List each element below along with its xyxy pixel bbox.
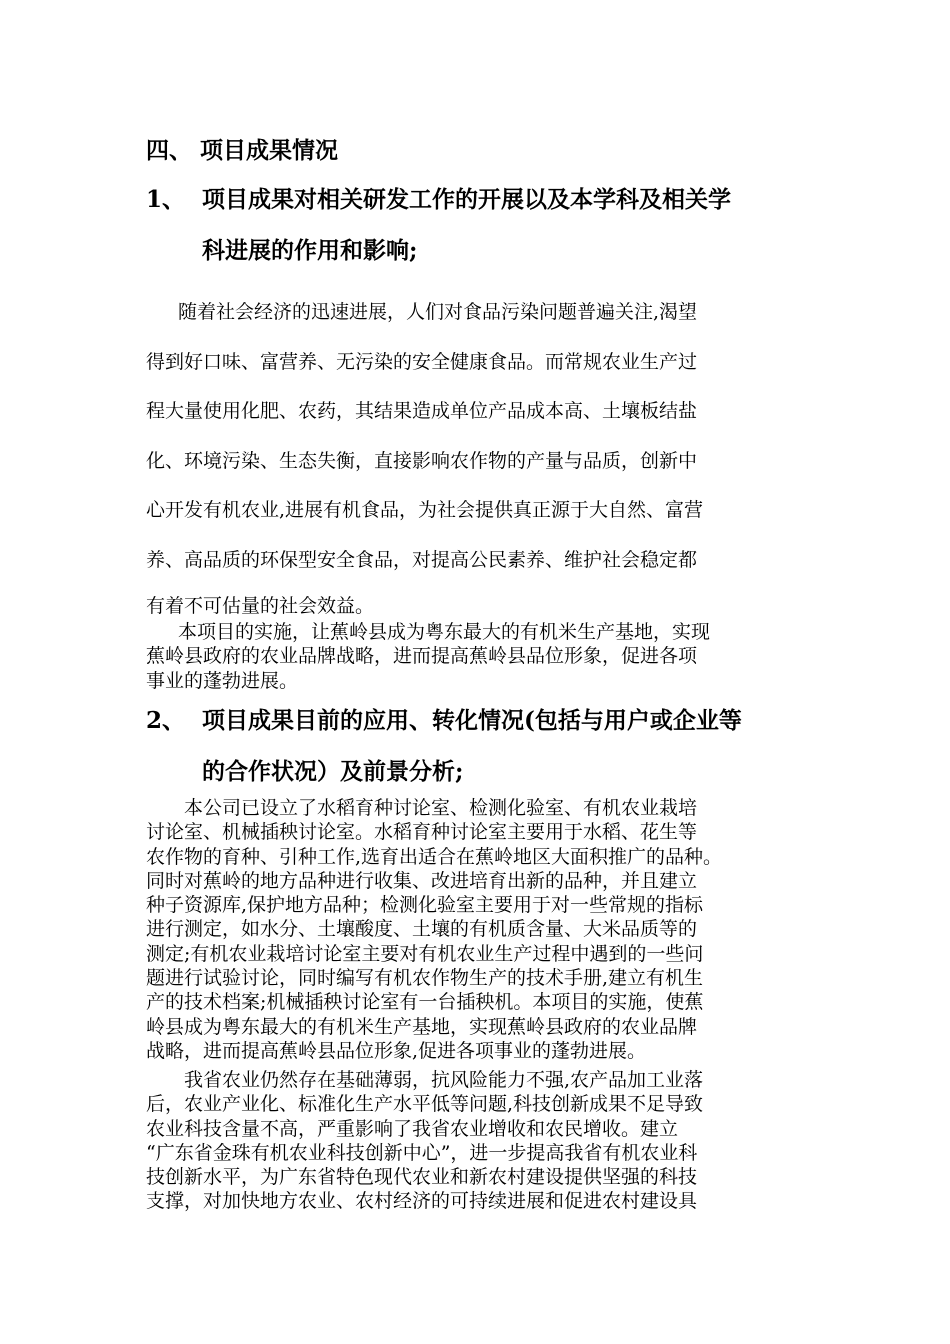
paragraph-1-last-line: 有着不可估量的社会效益。 [146,595,375,617]
subsection-1-title-line-1: 项目成果对相关研发工作的开展以及本学科及相关学 [202,186,731,213]
subsection-2-number: 2、 [146,707,186,734]
paragraph-4-line: 我省农业仍然存在基础薄弱，抗风险能力不强,农产品加工业落 [184,1069,704,1091]
paragraph-3-line: 进行测定，如水分、土壤酸度、土壤的有机质含量、大米品质等的 [146,918,698,941]
paragraph-2 [146,620,710,693]
paragraph-1-line: 程大量使用化肥、农药，其结果造成单位产品成本高、土壤板结盐 [146,400,698,422]
paragraph-3-line: 农作物的育种、引种工作,选育出适合在蕉岭地区大面积推广的品种。 [146,845,723,868]
paragraph-1-line: 养、高品质的环保型安全食品，对提高公民素养、维护社会稳定都 [146,548,698,571]
paragraph-1-line: 随着社会经济的迅速进展，人们对食品污染问题普遍关注,渴望 [178,301,698,323]
paragraph-3-line: 本公司已设立了水稻育种讨论室、检测化验室、有机农业栽培 [184,797,698,819]
paragraph-4-line: 后，农业产业化、标准化生产水平低等问题,科技创新成果不足导致 [146,1093,704,1116]
paragraph-1-line: 心开发有机农业,进展有机食品，为社会提供真正源于大自然、富营 [146,499,704,521]
paragraph-4-line: 农业科技含量不高，严重影响了我省农业增收和农民增收。建立 [146,1117,679,1140]
paragraph-2-line: 事业的蓬勃进展。 [146,669,299,692]
paragraph-2-line: 本项目的实施，让蕉岭县成为粤东最大的有机米生产基地，实现 [178,621,711,643]
paragraph-3-line: 战略，进而提高蕉岭县品位形象,促进各项事业的蓬勃进展。 [146,1039,647,1062]
subsection-1-number: 1、 [146,186,186,213]
paragraph-1-line: 化、环境污染、生态失衡，直接影响农作物的产量与品质，创新中 [146,449,698,472]
paragraph-1-line: 得到好口味、富营养、无污染的安全健康食品。而常规农业生产过 [146,350,698,373]
paragraph-3-line: 测定;有机农业栽培讨论室主要对有机农业生产过程中遇到的一些问 [146,942,704,965]
paragraph-1 [146,288,703,585]
paragraph-3-line: 同时对蕉岭的地方品种进行收集、改进培育出新的品种，并且建立 [146,869,698,892]
paragraph-4-line: “广东省金珠有机农业科技创新中心”，进一步提高我省有机农业科 [146,1141,698,1164]
paragraph-3-line: 产的技术档案;机械插秧讨论室有一台插秧机。本项目的实施，使蕉 [146,991,704,1014]
paragraph-3-line: 种子资源库,保护地方品种；检测化验室主要用于对一些常规的指标 [146,894,704,917]
section-heading: 四、 项目成果情况 [146,137,339,164]
paragraph-4 [146,1068,703,1214]
paragraph-4-line: 支撑，对加快地方农业、农村经济的可持续进展和促进农村建设具 [146,1190,698,1213]
paragraph-2-line: 蕉岭县政府的农业品牌战略，进而提高蕉岭县品位形象，促进各项 [146,645,698,668]
paragraph-3-line: 岭县成为粤东最大的有机米生产基地，实现蕉岭县政府的农业品牌 [146,1015,698,1038]
paragraph-3-line: 讨论室、机械插秧讨论室。水稻育种讨论室主要用于水稻、花生等 [146,821,698,844]
paragraph-3 [146,796,722,1063]
subsection-2-title-line-1: 项目成果目前的应用、转化情况(包括与用户或企业等 [202,707,742,734]
subsection-1-title-line-2: 科进展的作用和影响; [202,237,418,264]
paragraph-3-line: 题进行试验讨论，同时编写有机农作物生产的技术手册,建立有机生 [146,967,704,990]
subsection-2-title-line-2: 的合作状况）及前景分析; [202,758,464,785]
paragraph-4-line: 技创新水平，为广东省特色现代农业和新农村建设提供坚强的科技 [146,1166,698,1189]
